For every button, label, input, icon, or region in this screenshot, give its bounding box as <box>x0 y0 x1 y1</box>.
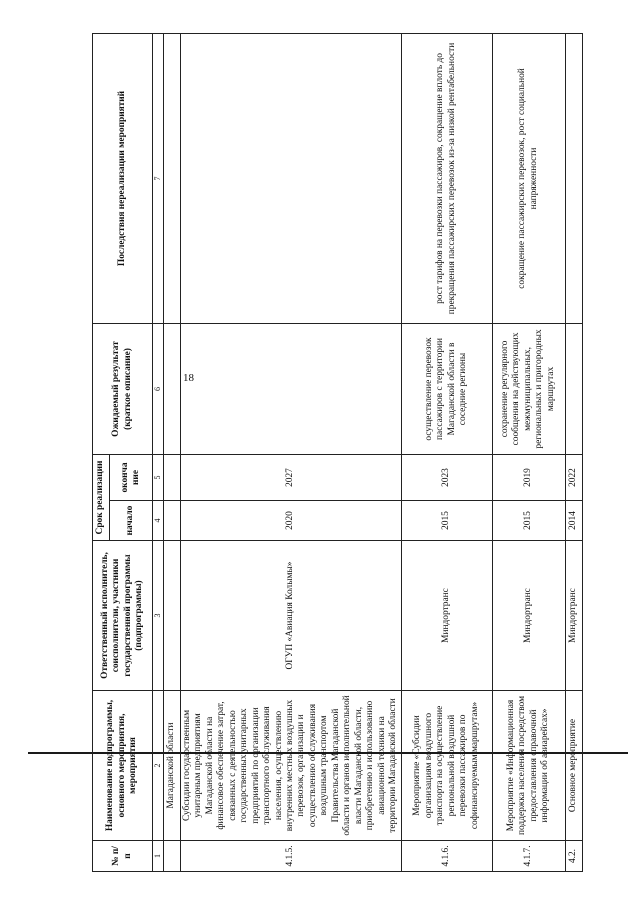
row-executor: Миндортранс <box>401 541 492 691</box>
row-start: 2014 <box>565 501 582 541</box>
column-number: 3 <box>153 541 164 691</box>
row-executor: ОГУП «Авиация Колымы» <box>180 541 401 691</box>
row-executor: Миндортранс <box>492 541 565 691</box>
row-start: 2015 <box>401 501 492 541</box>
row-name: Субсидии государственным унитарным предприятиям Магаданской области на финансовое обеспечение затрат, связанных с деятельностью государственных унитарных предприятий по организации транспортного обслуживания населения, осуществлению внутренних местных воздушных перевозок, организации и осуществлению обслуживания воздушным транспортом Правительства Магаданской области и органов исполнительной власти Магаданской области, приобретению и использованию авиационной техники на территории Магаданской области <box>180 691 401 841</box>
row-end <box>163 454 180 500</box>
header-row-1 <box>93 33 110 871</box>
header-executor: Ответственный исполнитель, соисполнители, участники государственной программы (подпрограммы) <box>93 541 153 691</box>
row-start: 2015 <box>492 501 565 541</box>
column-number-row <box>153 33 164 871</box>
rotated-table-sheet <box>92 34 578 872</box>
row-result: осуществление перевозок пассажиров с территории Магаданской области в соседние регионы <box>401 323 492 454</box>
row-number <box>163 841 180 872</box>
row-start <box>163 501 180 541</box>
row-end: 2023 <box>401 454 492 500</box>
row-number: 4.1.6. <box>401 841 492 872</box>
column-number: 2 <box>153 691 164 841</box>
row-executor: Миндортранс <box>565 541 582 691</box>
row-name: Магаданской области <box>163 691 180 841</box>
row-result <box>565 323 582 454</box>
rotated-table-wrapper <box>92 34 578 872</box>
program-measures-table <box>92 33 583 872</box>
header-start: начало <box>110 501 153 541</box>
row-consequence <box>163 33 180 323</box>
row-consequence: сокращение пассажирских перевозок, рост социальной напряженности <box>492 33 565 323</box>
header-result: Ожидаемый результат (краткое описание) <box>93 323 153 454</box>
header-consequence: Последствия нереализации мероприятий <box>93 33 153 323</box>
table-row <box>565 33 582 871</box>
header-period: Срок реализации <box>93 454 110 540</box>
row-executor <box>163 541 180 691</box>
row-name: Основное мероприятие <box>565 691 582 841</box>
column-number: 4 <box>153 501 164 541</box>
row-name: Мероприятие «Информационная поддержка населения посредством предоставления справочной информации об авиарейсах» <box>492 691 565 841</box>
row-name: Мероприятие «Субсидии организациям воздушного транспорта на осуществление региональной воздушной перевозки пассажиров по софинансируемым маршрутам» <box>401 691 492 841</box>
row-number: 4.1.5. <box>180 841 401 872</box>
table-row <box>401 33 492 871</box>
row-end: 2027 <box>180 454 401 500</box>
column-number: 6 <box>153 323 164 454</box>
row-number: 4.1.7. <box>492 841 565 872</box>
table-row <box>180 33 401 871</box>
header-name: Наименование подпрограммы, основного мероприятия, мероприятия <box>93 691 153 841</box>
row-number: 4.2. <box>565 841 582 872</box>
row-result <box>163 323 180 454</box>
row-consequence <box>565 33 582 323</box>
column-number: 1 <box>153 841 164 872</box>
row-consequence: рост тарифов на перевозки пассажиров, сокращение вплоть до прекращения пассажирских перевозок из-за низкой рентабельности <box>401 33 492 323</box>
column-number: 5 <box>153 454 164 500</box>
column-number: 7 <box>153 33 164 323</box>
page-number: 18 <box>183 372 194 384</box>
row-consequence <box>180 33 401 323</box>
row-end: 2022 <box>565 454 582 500</box>
header-end: оконча ние <box>110 454 153 500</box>
row-result <box>180 323 401 454</box>
table-row <box>163 33 180 871</box>
header-number: № п/п <box>93 841 153 872</box>
row-end: 2019 <box>492 454 565 500</box>
row-start: 2020 <box>180 501 401 541</box>
row-result: сохранение регулярного сообщения на действующих межмуниципальных, региональных и пригородных маршрутах <box>492 323 565 454</box>
table-row <box>492 33 565 871</box>
